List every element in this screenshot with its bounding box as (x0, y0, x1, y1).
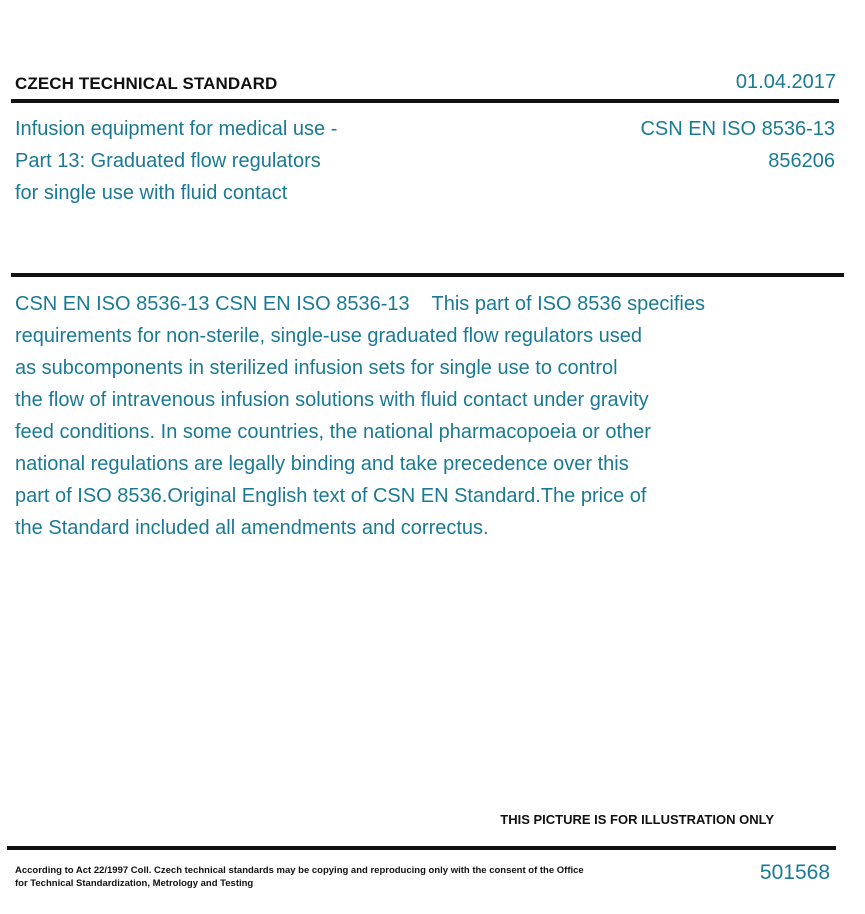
abstract-line: national regulations are legally binding and take precedence over this (15, 453, 629, 475)
document-date: 01.04.2017 (735, 71, 836, 93)
abstract-line: as subcomponents in sterilized infusion sets for single use to control (15, 357, 618, 379)
abstract-line: requirements for non-sterile, single-use graduated flow regulators used (15, 325, 643, 347)
title-line: for single use with fluid contact (15, 182, 288, 204)
abstract-line: the flow of intravenous infusion solutions with fluid contact under gravity (15, 389, 649, 411)
document-id: 501568 (759, 861, 830, 884)
title-line: Part 13: Graduated flow regulators (15, 150, 321, 172)
illustration-notice: THIS PICTURE IS FOR ILLUSTRATION ONLY (500, 812, 774, 827)
abstract-line: part of ISO 8536.Original English text of CSN EN Standard.The price of (15, 485, 647, 507)
abstract-text (15, 288, 785, 544)
abstract-line: the Standard included all amendments and correctus. (15, 517, 489, 539)
standard-designation: CSN EN ISO 8536-13 (640, 118, 835, 140)
abstract-line: CSN EN ISO 8536-13 CSN EN ISO 8536-13 This part of ISO 8536 specifies (15, 293, 705, 315)
document-category: CZECH TECHNICAL STANDARD (15, 74, 278, 93)
footer-divider (7, 846, 836, 850)
document-title (15, 113, 337, 209)
legal-line: According to Act 22/1997 Coll. Czech technical standards may be copying and reproducing only with the consent of the Office (15, 865, 584, 876)
abstract-line: feed conditions. In some countries, the national pharmacopoeia or other (15, 421, 651, 443)
legal-line: for Technical Standardization, Metrology and Testing (15, 878, 254, 889)
legal-notice (15, 864, 584, 890)
classification-number: 856206 (768, 150, 835, 172)
standard-codes (640, 113, 835, 177)
header-divider (11, 99, 839, 103)
title-divider (11, 273, 844, 277)
title-line: Infusion equipment for medical use - (15, 118, 338, 140)
